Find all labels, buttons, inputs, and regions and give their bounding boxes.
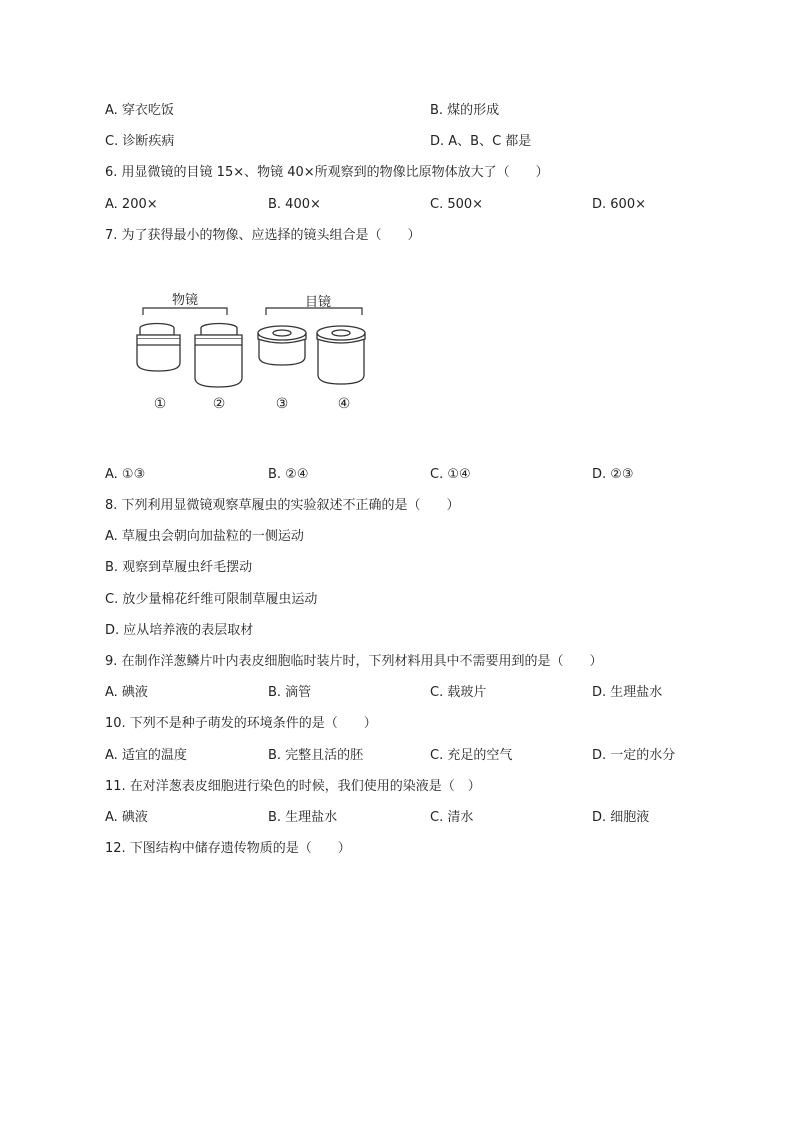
q7-option-b: B. ②④: [268, 467, 309, 482]
lens-diagram: [125, 283, 375, 423]
q6-option-d: D. 600×: [592, 197, 646, 212]
q8-option-c: C. 放少量棉花纤维可限制草履虫运动: [105, 592, 318, 607]
q10-option-b: B. 完整且活的胚: [268, 748, 364, 763]
q11-option-c: C. 清水: [430, 810, 474, 825]
q11-stem: 11. 在对洋葱表皮细胞进行染色的时候，我们使用的染液是（ ）: [105, 779, 481, 794]
q10-stem: 10. 下列不是种子萌发的环境条件的是（ ）: [105, 716, 377, 731]
q9-option-b: B. 滴管: [268, 685, 312, 700]
q8-stem: 8. 下列利用显微镜观察草履虫的实验叙述不正确的是（ ）: [105, 498, 460, 513]
q12-stem: 12. 下图结构中储存遗传物质的是（ ）: [105, 841, 351, 856]
lens-figure: [125, 283, 375, 423]
lens-2-label: ②: [212, 396, 226, 412]
q5-option-d: D. A、B、C 都是: [430, 134, 532, 149]
q5-option-b: B. 煤的形成: [430, 103, 500, 118]
q6-option-b: B. 400×: [268, 197, 321, 212]
q6-option-a: A. 200×: [105, 197, 158, 212]
q6-stem: 6. 用显微镜的目镜 15×、物镜 40×所观察到的物像比原物体放大了（ ）: [105, 165, 549, 180]
objective-label: 物镜: [171, 293, 199, 308]
q7-option-c: C. ①④: [430, 467, 471, 482]
q9-stem: 9. 在制作洋葱鳞片叶内表皮细胞临时装片时，下列材料用具中不需要用到的是（ ）: [105, 654, 603, 669]
q5-option-a: A. 穿衣吃饭: [105, 103, 174, 118]
lens-4-label: ④: [337, 396, 351, 412]
q10-option-d: D. 一定的水分: [592, 748, 676, 763]
q7-stem: 7. 为了获得最小的物像、应选择的镜头组合是（ ）: [105, 228, 421, 243]
q7-option-a: A. ①③: [105, 467, 146, 482]
lens-1-objective-short: [137, 324, 180, 372]
lens-2-objective-long: [195, 324, 242, 388]
lens-1-label: ①: [153, 396, 167, 412]
eyepiece-label: 目镜: [304, 295, 332, 310]
q11-option-d: D. 细胞液: [592, 810, 650, 825]
lens-4-eyepiece-long: [317, 326, 365, 384]
q9-option-a: A. 碘液: [105, 685, 148, 700]
q9-option-d: D. 生理盐水: [592, 685, 663, 700]
q6-option-c: C. 500×: [430, 197, 484, 212]
q11-option-a: A. 碘液: [105, 810, 148, 825]
objective-bracket: [143, 308, 227, 315]
q8-option-b: B. 观察到草履虫纤毛摆动: [105, 560, 253, 575]
lens-3-eyepiece-short: [258, 326, 306, 365]
q7-option-d: D. ②③: [592, 467, 634, 482]
q8-option-a: A. 草履虫会朝向加盐粒的一侧运动: [105, 529, 304, 544]
q10-option-a: A. 适宜的温度: [105, 748, 187, 763]
q10-option-c: C. 充足的空气: [430, 748, 513, 763]
q11-option-b: B. 生理盐水: [268, 810, 338, 825]
q5-option-c: C. 诊断疾病: [105, 134, 175, 149]
lens-3-label: ③: [275, 396, 289, 412]
q8-option-d: D. 应从培养液的表层取材: [105, 623, 254, 638]
q9-option-c: C. 载玻片: [430, 685, 487, 700]
